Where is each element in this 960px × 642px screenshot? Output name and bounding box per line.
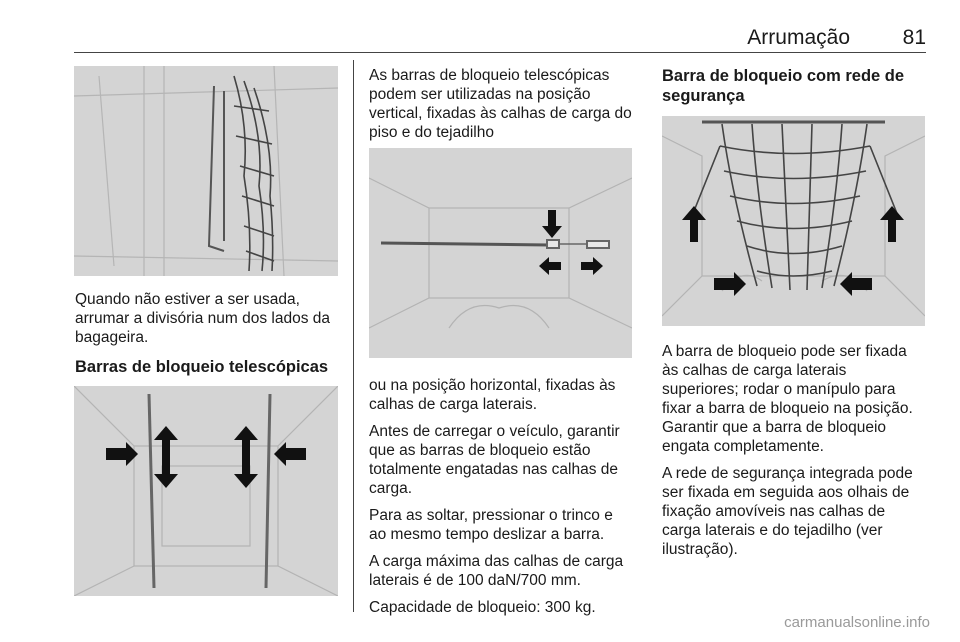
header-divider xyxy=(74,52,926,53)
horizontal-bar-illustration xyxy=(369,148,632,358)
right-column-paragraphs xyxy=(662,342,927,567)
page-section-title: Arrumação xyxy=(747,26,850,49)
vertical-bars-figure xyxy=(74,386,338,596)
section-heading-telescopic-bars: Barras de bloqueio telescópicas xyxy=(75,358,329,376)
stored-net-caption: Quando não estiver a ser usada, arrumar a divisória num dos lados da bagageira. xyxy=(75,291,331,346)
release-instructions-text: Para as soltar, pressionar o trinco e ao mesmo tempo deslizar a barra. xyxy=(369,507,613,543)
stored-net-illustration xyxy=(74,66,338,276)
section-heading-safety-net: Barra de bloqueio com rede de segurança xyxy=(662,67,905,105)
safety-net-figure xyxy=(662,116,925,326)
horizontal-bar-figure xyxy=(369,148,632,358)
horizontal-position-text: ou na posição horizontal, fixadas às calhas de carga laterais. xyxy=(369,377,616,413)
watermark: carmanualsonline.info xyxy=(784,614,930,631)
net-attachment-text: A rede de segurança integrada pode ser fixada em seguida aos olhais de fixação amovíveis nas calhas de carga laterais e do tejadilho (ver ilustração). xyxy=(662,465,913,558)
column-divider xyxy=(353,60,354,612)
vertical-bars-text: As barras de bloqueio telescópicas podem ser utilizadas na posição vertical, fixadas às calhas de carga do piso e do tejadilho xyxy=(369,67,632,141)
vertical-bars-illustration xyxy=(74,386,338,596)
safety-net-illustration xyxy=(662,116,925,326)
stored-net-figure xyxy=(74,66,338,276)
locking-capacity-text: Capacidade de bloqueio: 300 kg. xyxy=(369,599,596,616)
bar-fixing-text: A barra de bloqueio pode ser fixada às calhas de carga laterais superiores; rodar o manípulo para fixar a barra de bloqueio na posição. Garantir que a barra de bloqueio engata completamente. xyxy=(662,343,913,455)
page-number: 81 xyxy=(902,26,926,49)
max-load-text: A carga máxima das calhas de carga laterais é de 100 daN/700 mm. xyxy=(369,553,624,589)
engagement-warning-text: Antes de carregar o veículo, garantir que as barras de bloqueio estão totalmente engatadas nas calhas de carga. xyxy=(369,423,620,497)
middle-column-paragraphs xyxy=(369,376,634,625)
